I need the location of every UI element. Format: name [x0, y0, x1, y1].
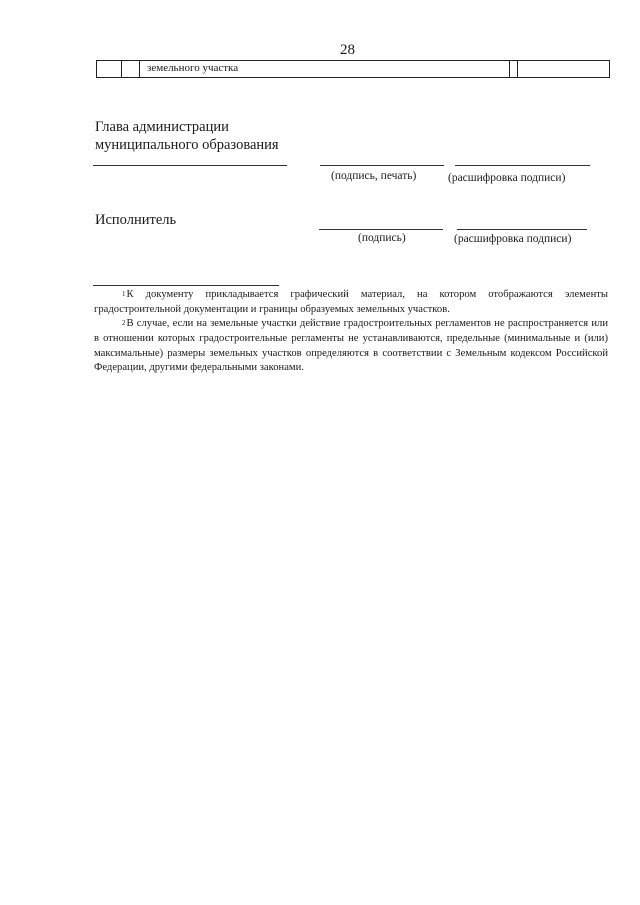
table-cell-divider: [509, 61, 510, 77]
head-title-line1: Глава администрации: [95, 119, 229, 135]
table-cell-text: земельного участка: [147, 62, 239, 74]
executor-signature-caption: (подпись): [358, 232, 406, 244]
footnote-2: [94, 317, 608, 376]
footnote-separator: [93, 285, 279, 286]
head-title-line2: муниципального образования: [95, 137, 279, 153]
head-decoding-caption: (расшифровка подписи): [448, 172, 566, 184]
head-decoding-line: [455, 165, 590, 166]
footnote-2-text: В случае, если на земельные участки действие градостроительных регламентов не распространяется или в отношении которых градостроительные регламенты не устанавливаются, предельные (минимальные и (или) максимальные) размеры земельных участков определяются в соответствии с Земельным кодексом Российской Федерации, другими федеральными законами.: [94, 318, 608, 374]
executor-title: Исполнитель: [95, 212, 177, 228]
executor-signature-line: [319, 229, 443, 230]
page-number: 28: [340, 42, 355, 58]
table-cell-divider: [517, 61, 518, 77]
table-row: [96, 60, 610, 78]
head-signature-caption: (подпись, печать): [331, 170, 417, 182]
table-cell-divider: [121, 61, 122, 77]
head-name-line: [93, 165, 287, 166]
head-signature-line: [320, 165, 444, 166]
footnote-2-mark: 2: [122, 319, 126, 327]
footnote-1-text: К документу прикладывается графический материал, на котором отображаются элементы градостроительной документации и границы образуемых земельных участков.: [94, 289, 608, 315]
executor-decoding-line: [457, 229, 587, 230]
footnote-1-mark: 1: [122, 290, 126, 298]
footnote-1: [94, 288, 608, 318]
table-cell-divider: [139, 61, 140, 77]
executor-decoding-caption: (расшифровка подписи): [454, 233, 572, 245]
